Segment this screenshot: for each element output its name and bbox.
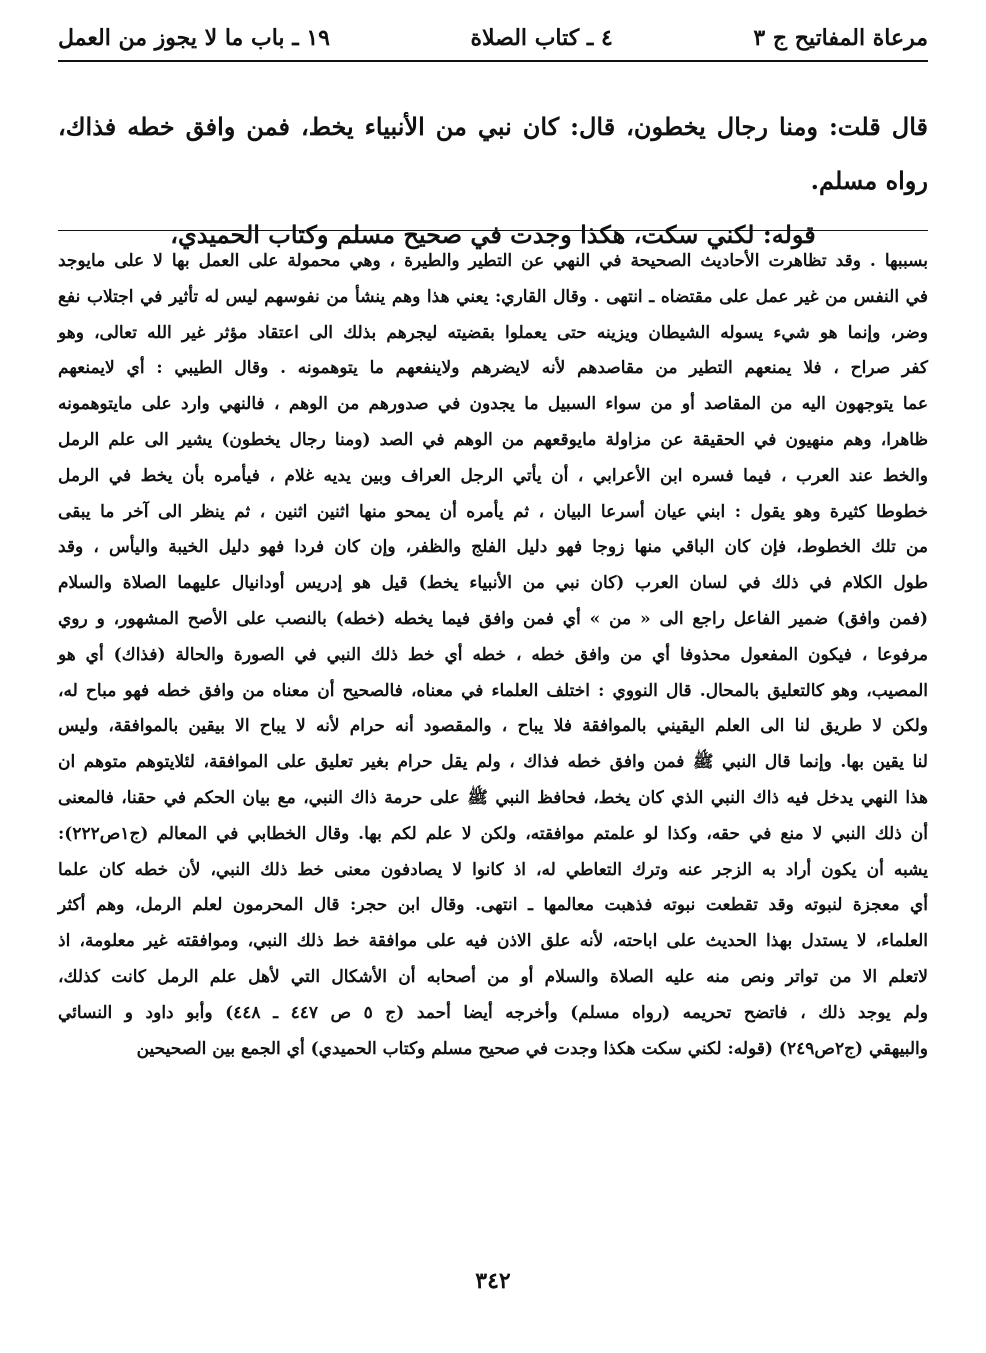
page-number: ٣٤٢: [475, 1268, 511, 1294]
commentary-line: ولم يوجد ذلك ، فاتضح تحريمه (رواه مسلم) وأخرجه أيضا أحمد (ج ٥ ص ٤٤٧ ـ ٤٤٨) وأبو داود و النسائي: [58, 1002, 929, 1023]
commentary-line: والبيهقي (ج٢ص٢٤٩) (قوله: لكني سكت هكذا وجدت في صحيح مسلم وكتاب الحميدي) أي الجمع بين الصحيحين: [136, 1038, 928, 1059]
commentary-line: من تلك الخطوط، فإن كان الباقي منها زوجا فهو دليل الفلج والظفر، وإن كان فردا فهو دليل الخيبة واليأس ، وقد: [58, 537, 928, 558]
commentary-line: والخط عند العرب ، فيما فسره ابن الأعرابي ، أن يأتي الرجل العراف وبين يديه غلام ، فيأمره بأن يخط في الرمل: [58, 465, 928, 486]
hadith-text: قال قلت: ومنا رجال يخطون، قال: كان نبي من الأنبياء يخط، فمن وافق خطه فذاك، رواه مسلم.: [58, 112, 928, 195]
commentary-line: لنا يقين بها. وإنما قال النبي ﷺ فمن وافق خطه فذاك ، ولم يقل حرام بغير تعليق على الموافقة، لئلايتوهم متوهم ان: [58, 752, 928, 773]
commentary-line: العلماء، لا يستدل بهذا الحديث على اباحته، لأنه علق الاذن فيه على موافقة خط ذلك النبي، وموافقته غير معلومة، اذ: [58, 931, 928, 952]
commentary-line: أي معجزة لنبوته وقد تقطعت نبوته فذهبت معالمها ـ انتهى. وقال ابن حجر: قال المحرمون لعلم الرمل، وهم أكثر: [58, 895, 928, 916]
header-rule: [58, 60, 928, 62]
commentary-line: أن ذلك النبي لا منع في حقه، وكذا لو علمتم موافقته، ولكن لا علم لكم بها. وقال الخطابي في المعالم (ج١ص٢٢٢):: [58, 823, 928, 844]
running-header: [58, 18, 928, 58]
commentary-line: طول الكلام في ذلك في لسان العرب (كان نبي من الأنبياء يخط) قيل هو إدريس أودانيال عليهما الصلاة والسلام: [58, 573, 928, 594]
commentary-line: لاتعلم الا من تواتر ونص منه عليه الصلاة والسلام أو من أصحابه أن الأشكال التي لأهل علم الرمل كانت كذلك،: [58, 966, 928, 987]
commentary-line: عما يتوجهون اليه من المقاصد أو من سواء السبيل ما يجدون في صدورهم من الوهم ، فالنهي وارد على مايتوهمونه: [58, 394, 928, 415]
chapter-title: ٤ ـ كتاب الصلاة: [470, 25, 613, 51]
hadith-comment: قوله: لكني سكت، هكذا وجدت في صحيح مسلم وكتاب الحميدي،: [170, 220, 816, 249]
section-title: ١٩ ـ باب ما لا يجوز من العمل: [58, 25, 330, 51]
footnote-divider: [58, 230, 928, 231]
commentary-line: خطوطا كثيرة وهو يقول : ابني عيان أسرعا البيان ، ثم يأمره أن يمحو منها اثنين اثنين ، ثم ينظر الى آخر ما يبقى: [58, 501, 928, 522]
book-title: مرعاة المفاتيح ج ٣: [753, 25, 928, 51]
commentary-line: مرفوعا ، فيكون المفعول محذوفا أي من وافق خطه ، خطه أي خط ذلك النبي في الصورة والحالة (فذاك) أي هو: [58, 644, 928, 665]
commentary-line: في النفس من غير عمل على مقتضاه ـ انتهى . وقال القاري: يعني هذا وهم ينشأ من نفوسهم ليس له تأثير في اجتلاب نفع: [58, 286, 928, 307]
commentary-line: وضر، وإنما هو شيء يسوله الشيطان ويزينه حتى يعملوا بقضيته ليجرهم بذلك الى اعتقاد مؤثر غير الله تعالى، وهو: [58, 322, 928, 343]
commentary-line: يشبه أن يكون أراد به الزجر عنه وترك التعاطي له، اذ كانوا لا يصادفون معنى خط ذلك النبي، لأن خطه كان علما: [58, 859, 928, 880]
commentary-line: المصيب، وهو كالتعليق بالمحال. قال النووي : اختلف العلماء في معناه، فالصحيح أن معناه من وافق خطه فهو مباح له،: [58, 680, 928, 701]
commentary-line: ظاهرا، وهم منهيون في الحقيقة عن مزاولة مايوقعهم من الوهم في الصد (ومنا رجال يخطون) يشير الى علم الرمل: [58, 429, 928, 450]
commentary-line: ولكن لا طريق لنا الى العلم اليقيني بالموافقة فلا يباح ، والمقصود أنه حرام لأنه لا يباح الا بيقين بالموافقة، وليس: [58, 716, 928, 737]
commentary-line: كفر صراح ، فلا يمنعهم التطير من مقاصدهم لأنه لايضرهم ولاينفعهم ما يتوهمونه . وقال الطيبي : أي لايمنعهم: [58, 358, 928, 379]
commentary-line: بسببها . وقد تظاهرت الأحاديث الصحيحة في النهي عن التطير والطيرة ، وهي محمولة على العمل بها لا على مايوجد: [58, 251, 928, 271]
commentary-line: (فمن وافق) ضمير الفاعل راجع الى « من » أي فمن وافق فيما يخطه (خطه) بالنصب على الأصح المشهور، و روي: [58, 608, 928, 629]
hadith-text-block: [58, 100, 928, 262]
commentary-line: هذا النهي يدخل فيه ذاك النبي الذي كان يخط، فحافظ النبي ﷺ على حرمة ذاك النبي، مع بيان الحكم في حقنا، فالمعنى: [58, 787, 928, 808]
commentary-block: [58, 244, 928, 1067]
